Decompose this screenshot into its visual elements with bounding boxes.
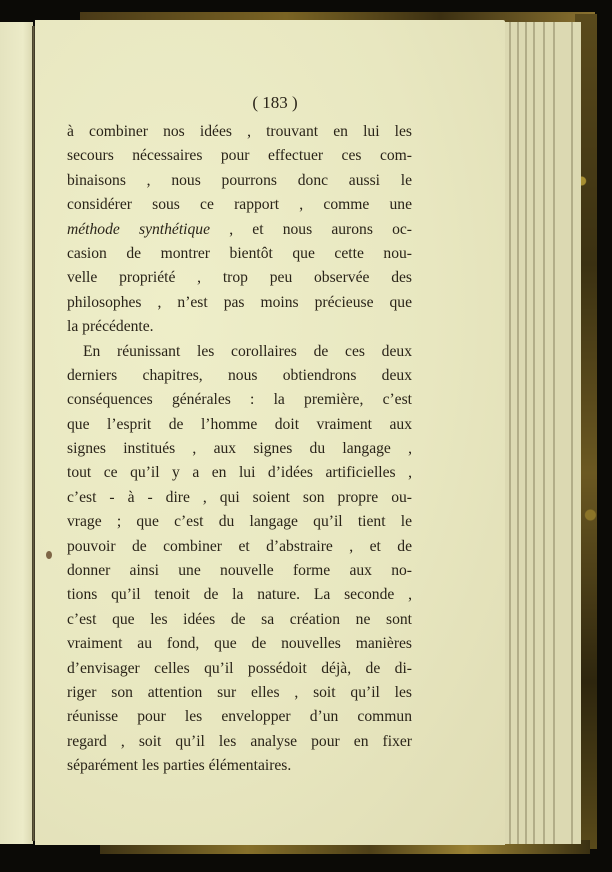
body-text	[67, 120, 412, 779]
page-edge-line	[517, 22, 519, 844]
text-line: la précédente.	[67, 318, 154, 336]
text-line: riger son attention sur elles , soit qu’il les	[67, 683, 412, 701]
paragraph-1	[67, 120, 412, 340]
text-line: donner ainsi une nouvelle forme aux no-	[67, 562, 412, 580]
text-line: velle propriété , trop peu observée des	[67, 269, 412, 287]
text-line: à combiner nos idées , trouvant en lui les	[67, 123, 412, 140]
paragraph-2	[67, 340, 412, 779]
text-line: c’est que les idées de sa création ne sont	[67, 610, 412, 628]
page-edge-line	[553, 22, 555, 844]
text-line: secours nécessaires pour effectuer ces com-	[67, 147, 412, 165]
text-line: c’est - à - dire , qui soient son propre ou-	[67, 488, 412, 506]
page-edge-line	[509, 22, 511, 844]
text-line: vraiment au fond, que de nouvelles manières	[67, 635, 412, 653]
text-line: philosophes , n’est pas moins précieuse que	[67, 293, 412, 311]
text-line: réunisse pour les envelopper d’un commun	[67, 708, 412, 726]
text-line: que l’esprit de l’homme doit vraiment aux	[67, 415, 412, 433]
page-edge-line	[571, 22, 573, 844]
text-line: tout ce qu’il y a en lui d’idées artificielles ,	[67, 464, 412, 482]
text-line: En réunissant les corollaires de ces deux	[83, 342, 412, 360]
text-line: pouvoir de combiner et d’abstraire , et de	[67, 537, 412, 555]
ink-spot	[46, 551, 52, 559]
italic-phrase: méthode synthétique	[67, 220, 211, 238]
text-line: regard , soit qu’il les analyse pour en fixer	[67, 732, 412, 750]
text-line: derniers chapitres, nous obtiendrons deux	[67, 366, 412, 384]
text-line: séparément les parties élémentaires.	[67, 757, 292, 775]
text-line: casion de montrer bientôt que cette nou-	[67, 244, 412, 262]
page-edge-line	[525, 22, 527, 844]
text-line: d’envisager celles qu’il possédoit déjà, de di-	[67, 659, 412, 677]
text-line: considérer sous ce rapport , comme une	[67, 196, 412, 214]
text-line-with-italic: méthode synthétique , et nous aurons oc-	[67, 220, 412, 238]
left-page-sliver	[0, 22, 33, 844]
text-line: vrage ; que c’est du langage qu’il tient le	[67, 513, 412, 531]
text-line: tions qu’il tenoit de la nature. La seconde ,	[67, 586, 412, 604]
page-edges-stack	[503, 22, 581, 844]
page-edge-line	[543, 22, 545, 844]
text-line: conséquences générales : la première, c’est	[67, 391, 412, 409]
book-page	[35, 20, 505, 845]
page-number: ( 183 )	[252, 93, 298, 112]
book-gutter	[32, 26, 35, 841]
text-line: signes institués , aux signes du langage ,	[67, 440, 412, 458]
text-line: binaisons , nous pourrons donc aussi le	[67, 171, 412, 189]
page-edge-line	[533, 22, 535, 844]
